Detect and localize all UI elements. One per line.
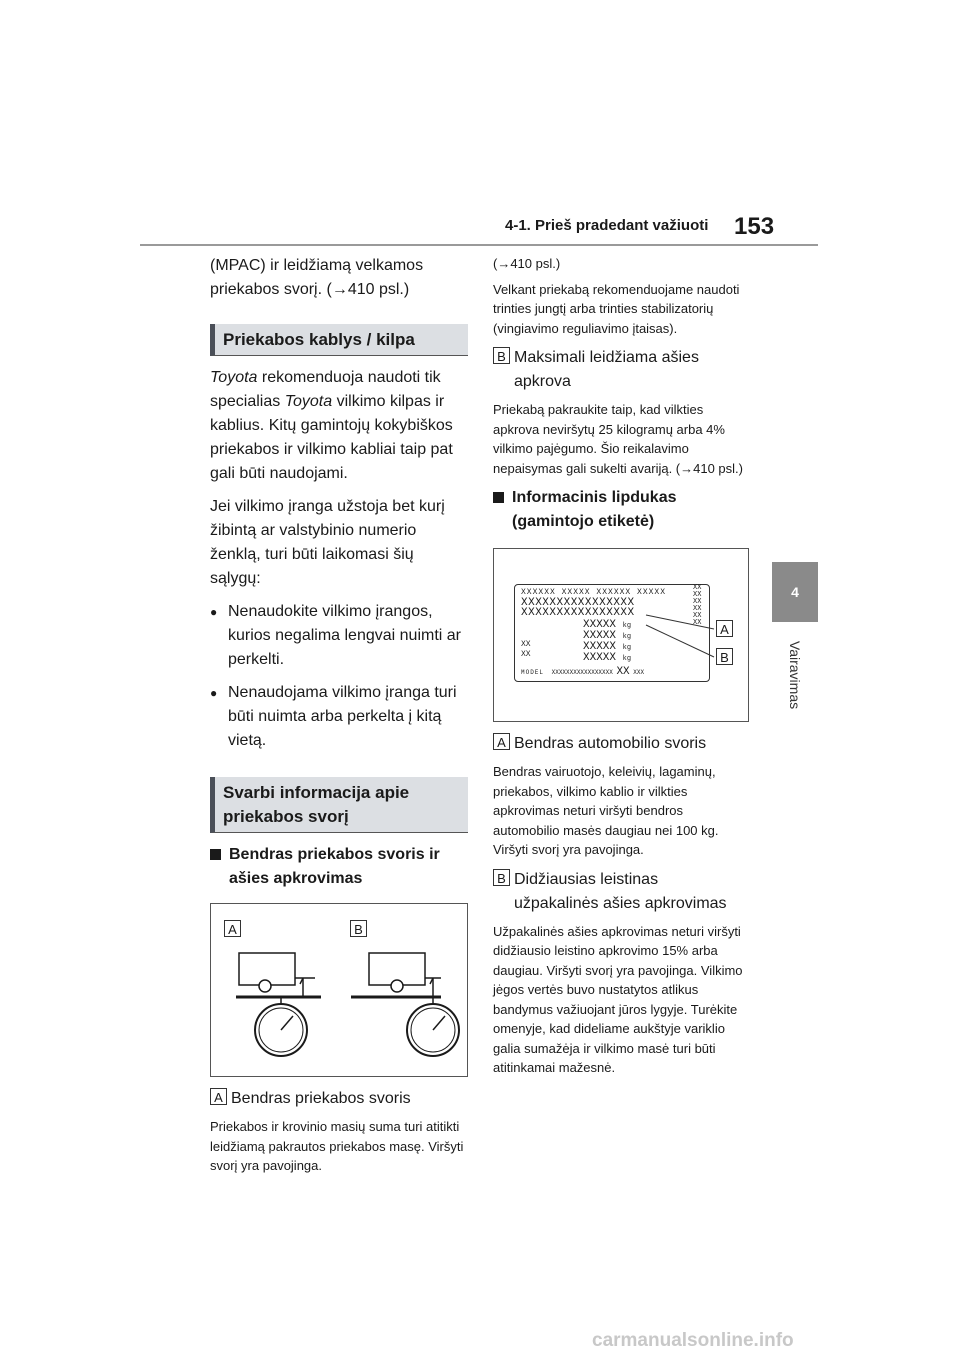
manufacturer-label-figure [493, 548, 749, 722]
section-heading-hitch: Priekabos kablys / kilpa [210, 324, 468, 356]
sticker-row: XXXXXXXXXXXXXXXX [521, 607, 635, 619]
sticker-left-code: XX [521, 650, 531, 659]
header-divider [140, 244, 818, 246]
brand-name: Toyota [210, 369, 258, 386]
subheading-info-label [493, 486, 750, 534]
item-max-rear-axle [493, 868, 750, 916]
item-description: Bendras vairuotojo, keleivių, lagaminų, priekabos, vilkimo kablio ir vilkties apkrovimas neturi viršyti bendros automobilio masės daugiau nei 100 kg. Viršyti svorį yra pavojinga. [493, 764, 719, 857]
figure-label-b: B [350, 920, 367, 937]
continued-reference: (→410 psl.) [493, 256, 561, 271]
model-suffix: XXX [633, 669, 645, 676]
item-gross-vehicle-weight [493, 732, 750, 756]
callout-lines [494, 549, 750, 723]
paragraph-text: vilkimo kilpas ir kablius. Kitų gamintojų kokybiškos priekabos ir vilkimo kabliai taip pat gali būti naudojami. [210, 393, 453, 482]
paragraph-text: rekomenduoja naudoti tik specialias [210, 369, 441, 410]
friction-paragraph: Velkant priekabą rekomenduojame naudoti trinties jungtį arba trinties stabilizatorių (vingiavimo reguliavimo įtaisas). [493, 281, 740, 336]
watermark: carmanualsonline.info [592, 1330, 794, 1351]
left-column [210, 254, 468, 1176]
figure-label-a: A [716, 620, 733, 637]
model-suffix-big: XX [616, 666, 630, 678]
bullet-item: ● Nenaudokite vilkimo įrangos, kurios negalima lengvai nuimti ar perkelti. [210, 600, 468, 672]
subheading-total-weight: Bendras priekabos svoris ir ašies apkrovimas [210, 843, 468, 891]
item-title-cont: apkrova [514, 373, 571, 390]
figure-label-a: A [224, 920, 241, 937]
item-label-a: A [493, 733, 510, 750]
kg-unit: kg [622, 644, 632, 652]
kg-value: XXXXX [583, 619, 617, 631]
intro-paragraph: (MPAC) ir leidžiamą velkamos priekabos svorį. (→410 psl.) [210, 257, 424, 298]
item-total-trailer-weight [210, 1087, 468, 1111]
chapter-side-label [772, 630, 818, 720]
sticker-left-code: XX [521, 640, 531, 649]
item-title: Bendras priekabos svoris [231, 1090, 411, 1107]
toyota-paragraph [210, 366, 468, 486]
chapter-tab: 4 [772, 562, 818, 622]
section-heading-trailer-weight: Svarbi informacija apie priekabos svorį [210, 777, 468, 833]
item-title: Didžiausias leistinas [514, 870, 659, 888]
item-label-b: B [493, 347, 510, 364]
item-max-axle-load [493, 346, 750, 394]
right-column [493, 254, 750, 1078]
bullet-item: ● Nenaudojama vilkimo įranga turi būti nuimta arba perkelta į kitą vietą. [210, 681, 468, 753]
item-label-b: B [493, 869, 510, 886]
sticker-row: XXXXXX XXXXX XXXXXX XXXXX [521, 588, 667, 597]
item-title-cont: užpakalinės ašies apkrovimas [514, 894, 727, 912]
trailer-scale-illustration [211, 904, 467, 1076]
kg-value: XXXXX [583, 630, 617, 642]
kg-unit: kg [622, 655, 632, 663]
kg-unit: kg [622, 622, 632, 630]
lights-paragraph: Jei vilkimo įranga užstoja bet kurį žibintą ar valstybinio numerio ženklą, turi būti laikomasi šių sąlygų: [210, 498, 445, 587]
section-title: 4-1. Prieš pradedant važiuoti [505, 217, 709, 234]
brand-name: Toyota [284, 393, 333, 410]
subheading-line: Informacinis lipdukas [512, 489, 677, 506]
kg-value: XXXXX [583, 652, 617, 664]
kg-unit: kg [622, 633, 632, 641]
item-label-a: A [210, 1088, 227, 1105]
subheading-line: (gamintojo etiketė) [512, 513, 655, 530]
sticker-side-text: XXXXXXXXXXXX [693, 584, 702, 627]
item-description: Priekabą pakraukite taip, kad vilkties apkrova neviršytų 25 kilogramų arba 4% vilkimo pajėgumo. Šio reikalavimo nepaisymas gali sukelti avariją. (→410 psl.) [493, 402, 743, 476]
item-description: Priekabos ir krovinio masių suma turi atitikti leidžiamą pakrautos priekabos masę. Viršyti svorį yra pavojinga. [210, 1119, 464, 1173]
model-value: XXXXXXXXXXXXXXXXX [551, 669, 613, 676]
model-label: MODEL [521, 669, 545, 676]
sticker-row: XXXXXXXXXXXXXXXX [521, 597, 635, 609]
item-title: Maksimali leidžiama ašies [514, 349, 699, 366]
item-description: Užpakalinės ašies apkrovimas neturi viršyti didžiausio leistino apkrovimo 15% arba daugiau. Viršyti svorį yra pavojinga. Vilkimo jėgos vertės buvo nustatytos atlikus bandymus važiuojant jūros lygyje. Turėkite omenyje, kad dideliame aukštyje variklio galia sumažėja ir vilkimo masė turi būti atitinkamai mažesnė. [493, 923, 743, 1075]
figure-label-b: B [716, 648, 733, 665]
trailer-weight-figure [210, 903, 468, 1077]
chapter-name: Vairavimas [787, 640, 803, 710]
page-number: 153 [734, 213, 775, 240]
item-title: Bendras automobilio svoris [514, 735, 707, 752]
kg-value: XXXXX [583, 641, 617, 653]
